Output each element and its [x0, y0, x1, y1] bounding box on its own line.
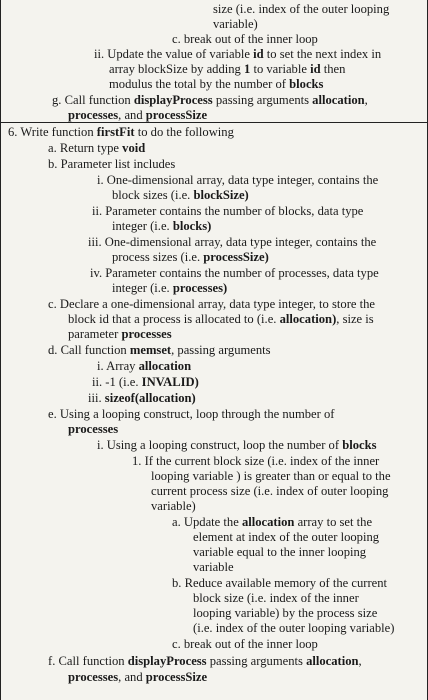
text-line [213, 2, 389, 17]
text-segment: allocation [241, 515, 295, 529]
text-segment: displayProcess [133, 93, 213, 107]
text-segment: integer (i.e. [112, 219, 173, 233]
text-line [68, 670, 207, 685]
text-segment: c. break out of the inner loop [172, 32, 318, 46]
text-line [97, 438, 377, 453]
text-segment: 1. If the current block size (i.e. index of the inner [132, 454, 380, 468]
text-segment: to set the next index in [263, 47, 382, 61]
text-line [68, 312, 374, 327]
text-segment: size (i.e. index of the outer looping [213, 2, 390, 16]
text-line [112, 281, 227, 296]
text-segment: allocation) [279, 312, 337, 326]
text-line [172, 515, 372, 530]
text-segment: allocation [312, 93, 365, 107]
text-segment: processSize [145, 670, 208, 684]
row-divider [0, 122, 428, 123]
text-segment: block sizes (i.e. [112, 188, 194, 202]
text-line [193, 530, 379, 545]
text-segment: displayProcess [127, 654, 207, 668]
text-segment: , [358, 654, 362, 668]
text-segment: d. Call function [48, 343, 130, 357]
text-segment: allocation [306, 654, 359, 668]
text-segment: INVALID) [141, 375, 199, 389]
text-segment: blockSize) [193, 188, 249, 202]
text-segment: i. Array [97, 359, 139, 373]
text-line [48, 297, 375, 312]
text-segment: passing arguments [212, 93, 313, 107]
text-segment: iv. Parameter contains the number of processes, data type [90, 266, 379, 280]
text-line [48, 407, 334, 422]
text-segment: processSize) [203, 250, 269, 264]
text-segment: variable equal to the inner looping [193, 545, 367, 559]
text-line [97, 173, 378, 188]
text-segment: ii. Update the value of variable [94, 47, 254, 61]
text-segment: iii. [88, 391, 105, 405]
text-line [172, 637, 318, 652]
text-segment: void [122, 141, 146, 155]
text-segment: f. Call function [48, 654, 128, 668]
text-segment: b. Reduce available memory of the current [172, 576, 388, 590]
text-line [112, 188, 249, 203]
text-segment: variable) [213, 17, 258, 31]
text-line [151, 484, 388, 499]
text-line [151, 469, 391, 484]
text-line [193, 560, 234, 575]
text-segment: , size is [336, 312, 374, 326]
text-line [172, 32, 318, 47]
text-segment: a. Return type [48, 141, 123, 155]
text-segment: firstFit [96, 125, 135, 139]
text-segment: current process size (i.e. index of outer looping [151, 484, 389, 498]
text-segment: i. One-dimensional array, data type integer, contains the [97, 173, 379, 187]
text-segment: memset [129, 343, 172, 357]
text-segment: blocks [342, 438, 377, 452]
text-segment: variable [193, 560, 234, 574]
text-line [109, 62, 345, 77]
text-segment: parameter [68, 327, 122, 341]
text-segment: passing arguments [206, 654, 307, 668]
text-segment: processSize [145, 108, 208, 122]
text-line [8, 125, 234, 140]
text-line [112, 219, 211, 234]
text-segment: block size (i.e. index of the inner [193, 591, 359, 605]
text-segment: , and [118, 108, 146, 122]
text-segment: (i.e. index of the outer looping variable) [193, 621, 395, 635]
text-line [193, 606, 377, 621]
table-left-border [0, 0, 1, 700]
text-line [48, 654, 362, 669]
text-segment: , [364, 93, 368, 107]
text-segment: ii. -1 (i.e. [92, 375, 142, 389]
text-segment: allocation [138, 359, 192, 373]
text-segment: , passing arguments [171, 343, 271, 357]
text-segment: sizeof(allocation) [104, 391, 196, 405]
text-segment: blocks [289, 77, 324, 91]
text-segment: to do the following [134, 125, 234, 139]
text-line [68, 422, 118, 437]
text-segment: id [253, 47, 264, 61]
text-line [109, 77, 323, 92]
text-segment: processes) [172, 281, 228, 295]
text-segment: processes [68, 108, 119, 122]
text-line [97, 359, 191, 374]
text-segment: iii. One-dimensional array, data type integer, contains the [88, 235, 377, 249]
text-line [48, 343, 271, 358]
text-segment: e. Using a looping construct, loop through the number of [48, 407, 335, 421]
text-segment: c. break out of the inner loop [172, 637, 318, 651]
text-line [132, 454, 379, 469]
text-segment: id [310, 62, 321, 76]
text-line [112, 250, 269, 265]
text-segment: then [320, 62, 346, 76]
text-segment: , and [118, 670, 146, 684]
text-line [68, 108, 207, 123]
text-line [213, 17, 258, 32]
text-segment: modulus the total by the number of [109, 77, 290, 91]
text-segment: array blockSize by adding [109, 62, 244, 76]
text-segment: variable) [151, 499, 196, 513]
text-line [151, 499, 196, 514]
text-line [88, 235, 376, 250]
text-line [94, 47, 381, 62]
text-segment: looping variable) by the process size [193, 606, 378, 620]
text-segment: block id that a process is allocated to (i.e. [68, 312, 280, 326]
text-segment: process sizes (i.e. [112, 250, 204, 264]
text-segment: processes [68, 422, 119, 436]
text-segment: element at index of the outer looping [193, 530, 380, 544]
text-segment: ii. Parameter contains the number of blocks, data type [92, 204, 364, 218]
text-line [68, 327, 172, 342]
text-segment: 6. Write function [8, 125, 97, 139]
text-segment: array to set the [294, 515, 373, 529]
text-line [193, 545, 366, 560]
text-segment: processes [121, 327, 172, 341]
text-segment: b. Parameter list includes [48, 157, 176, 171]
text-segment: blocks) [172, 219, 212, 233]
text-segment: integer (i.e. [112, 281, 173, 295]
text-segment: c. Declare a one-dimensional array, data type integer, to store the [48, 297, 376, 311]
text-line [172, 576, 387, 591]
text-line [52, 93, 368, 108]
text-segment: 1 [244, 62, 251, 76]
text-line [88, 391, 196, 406]
text-line [48, 157, 175, 172]
text-segment: g. Call function [52, 93, 134, 107]
text-line [193, 591, 359, 606]
text-segment: a. Update the [172, 515, 242, 529]
text-segment: looping variable ) is greater than or equal to the [151, 469, 391, 483]
text-line [193, 621, 394, 636]
text-segment: to variable [250, 62, 311, 76]
text-line [90, 266, 379, 281]
text-segment: i. Using a looping construct, loop the number of [97, 438, 343, 452]
text-line [92, 375, 199, 390]
text-segment: processes [68, 670, 119, 684]
text-line [48, 141, 145, 156]
text-line [92, 204, 363, 219]
